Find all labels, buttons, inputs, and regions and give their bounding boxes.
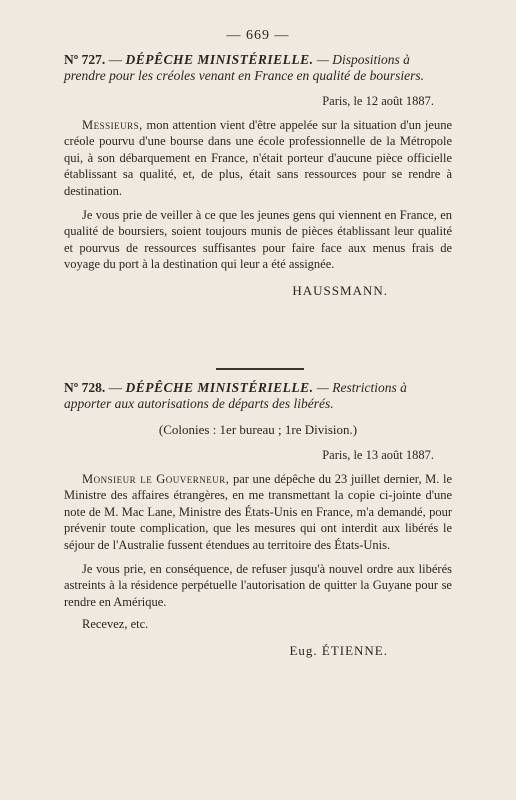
dispatch-728 xyxy=(64,380,452,659)
salutation: Messieurs, xyxy=(82,118,143,132)
dispatch-728-heading xyxy=(64,380,452,412)
body-paragraph xyxy=(64,471,452,553)
dispatch-date: Paris, le 12 août 1887. xyxy=(322,94,434,108)
paragraph-text: mon attention vient d'être appelée sur la situation d'un jeune créole pourvu d'une bourse dans une école professionnelle de la Métropole qui, à son débarquement en France, n'était porteur d'aucune pièce officielle établissant sa qualité, et, de plus, était sans ressources pour se rendre à destination. xyxy=(64,118,453,198)
body-paragraph xyxy=(64,117,452,199)
dispatch-title: DÉPÊCHE MINISTÉRIELLE. xyxy=(125,52,314,67)
dispatch-727 xyxy=(64,52,452,299)
dispatch-title: DÉPÊCHE MINISTÉRIELLE. xyxy=(125,380,314,395)
salutation: Monsieur le Gouverneur, xyxy=(82,472,230,486)
body-paragraph: Je vous prie de veiller à ce que les jeunes gens qui viennent en France, en qualité de boursiers, soient toujours munis de pièces établissant leur qualité et pourvus de ressources suffisantes pour faire face aux menus frais de voyage du port à la destination qui leur a été assignée. xyxy=(64,208,452,272)
body-paragraph: Je vous prie, en conséquence, de refuser jusqu'à nouvel ordre aux libérés astreints à la résidence perpétuelle l'autorisation de quitter la Guyane pour se rendre en Amérique. xyxy=(64,562,452,609)
closing-formula: Recevez, etc. xyxy=(82,617,149,632)
signature: HAUSSMANN. xyxy=(292,282,388,298)
signature: Eug. ÉTIENNE. xyxy=(289,642,388,658)
office-reference: (Colonies : 1er bureau ; 1re Division.) xyxy=(158,422,358,437)
dispatch-subject: — Restrictions à apporter aux autorisations de départs des libérés. xyxy=(64,380,407,411)
dispatch-date: Paris, le 13 août 1887. xyxy=(322,448,434,462)
heading-dash: — xyxy=(108,380,123,395)
section-divider xyxy=(216,368,304,370)
page-number: — 669 — xyxy=(226,28,290,43)
dispatch-number: Nº 727. xyxy=(64,52,106,67)
dispatch-subject: — Dispositions à prendre pour les créoles venant en France en qualité de boursiers. xyxy=(64,52,425,83)
heading-dash: — xyxy=(108,52,123,67)
paragraph-text: par une dépêche du 23 juillet dernier, M. le Ministre des affaires étrangères, en me transmettant la copie ci-jointe d'une note de M. Mac Lane, Ministre des États-Unis en France, m'a demandé, pour prévenir toute complication, que les mesures qui ont interdit aux libérés le séjour de l'Australie fussent étendues au territoire des États-Unis. xyxy=(64,472,452,552)
dispatch-727-heading xyxy=(64,52,452,84)
dispatch-number: Nº 728. xyxy=(64,380,106,395)
